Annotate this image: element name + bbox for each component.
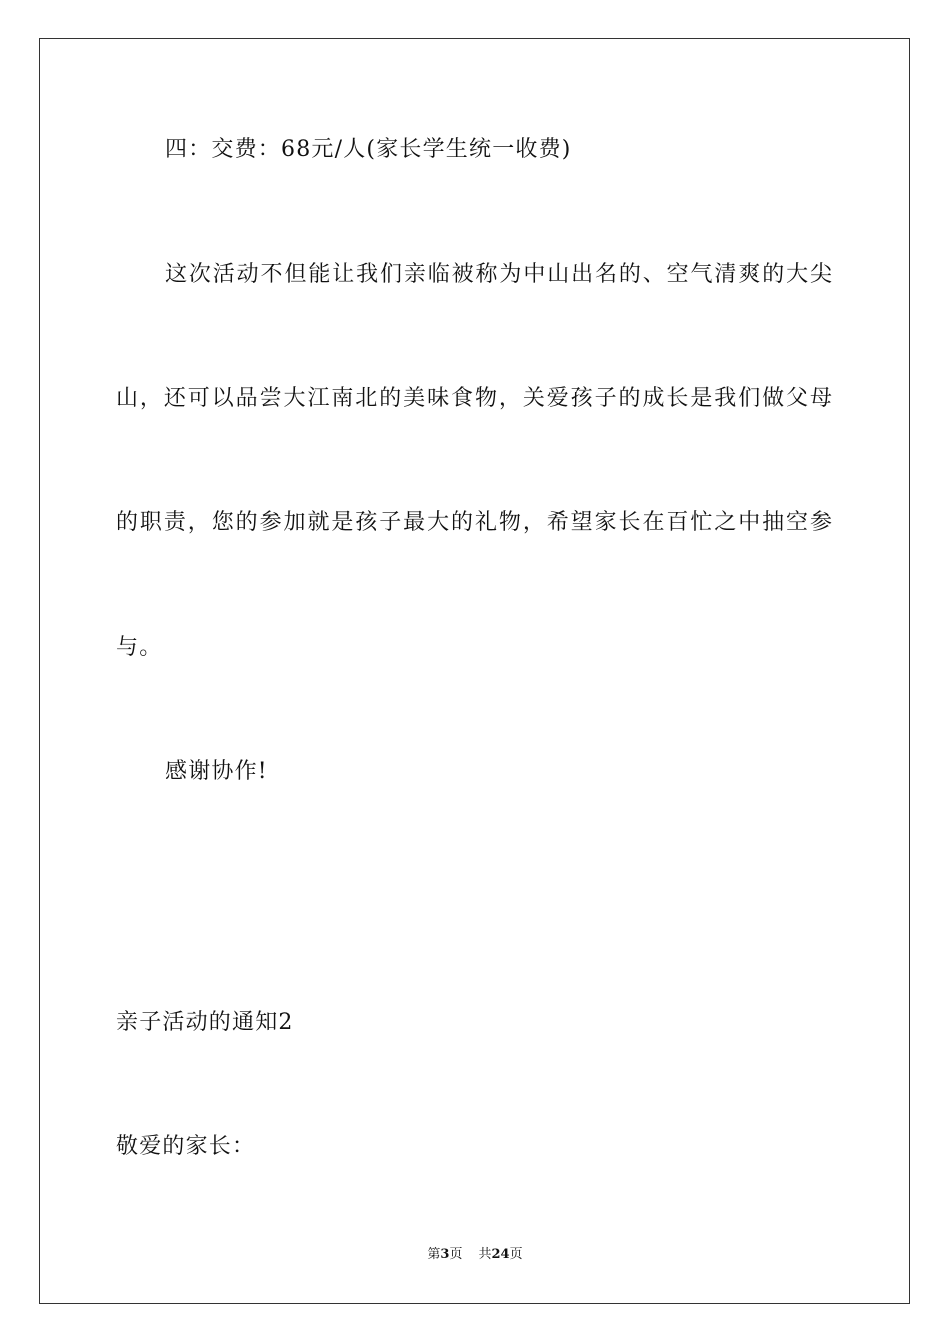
- paragraph-line-4: 与。: [116, 635, 163, 660]
- paragraph-line-3: 的职责，您的参加就是孩子最大的礼物，希望家长在百忙之中抽空参: [116, 510, 832, 535]
- page-number: 3: [440, 1247, 450, 1262]
- salutation: 敬爱的家长：: [116, 1134, 256, 1159]
- thanks-line: 感谢协作!: [165, 759, 268, 784]
- total-suffix: 页: [509, 1247, 523, 1262]
- paragraph-line-2: 山，还可以品尝大江南北的美味食物，关爱孩子的成长是我们做父母: [116, 386, 832, 411]
- total-pages: 24: [491, 1247, 510, 1262]
- section-title: 亲子活动的通知2: [116, 1010, 294, 1035]
- page-suffix: 页: [449, 1247, 463, 1262]
- total-prefix: 共: [478, 1247, 492, 1262]
- fee-line: 四：交费：68元/人(家长学生统一收费): [165, 137, 572, 162]
- page-border: [39, 38, 910, 1304]
- page-prefix: 第: [427, 1247, 441, 1262]
- page-footer: [0, 1246, 950, 1264]
- paragraph-line-1: 这次活动不但能让我们亲临被称为中山出名的、空气清爽的大尖: [165, 262, 832, 287]
